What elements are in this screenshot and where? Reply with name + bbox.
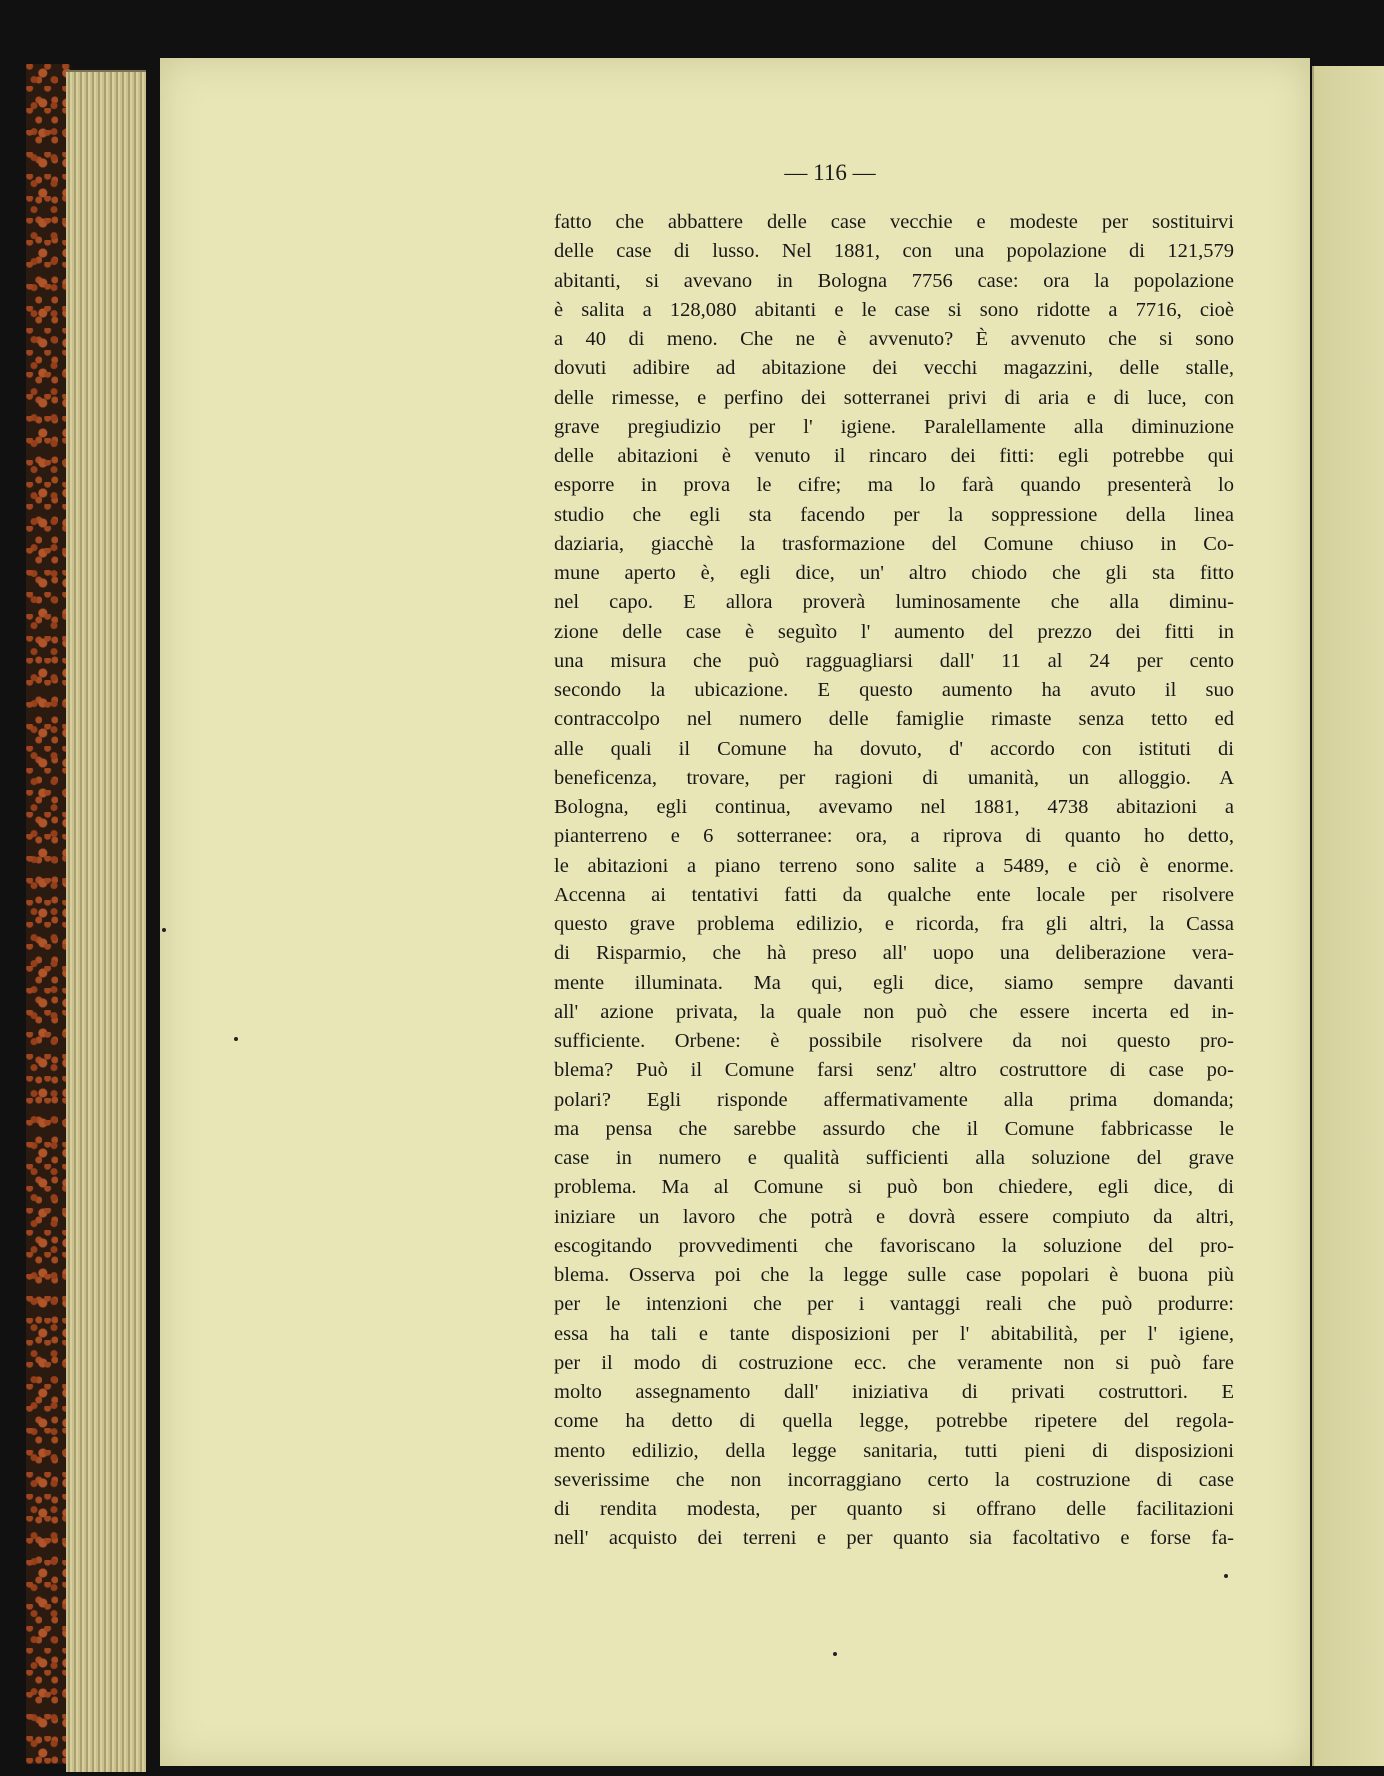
ink-speck: [1224, 1574, 1228, 1578]
text-line: Accenna ai tentativi fatti da qualche ente locale per risolvere: [554, 883, 1234, 906]
text-line: studio che egli sta facendo per la soppressione della linea: [554, 503, 1234, 526]
text-line: contraccolpo nel numero delle famiglie rimaste senza tetto ed: [554, 708, 1234, 731]
ink-speck: [162, 928, 166, 932]
text-line: nell' acquisto dei terreni e per quanto sia facoltativo e forse fa-: [554, 1527, 1234, 1550]
ink-speck: [833, 1652, 837, 1656]
text-line: severissime che non incorraggiano certo la costruzione di case: [554, 1468, 1234, 1491]
text-line: escogitando provvedimenti che favoriscano la soluzione del pro-: [554, 1234, 1234, 1257]
text-line: polari? Egli risponde affermativamente alla prima domanda;: [554, 1088, 1234, 1111]
text-line: molto assegnamento dall' iniziativa di privati costruttori. E: [554, 1381, 1234, 1403]
text-line: sufficiente. Orbene: è possibile risolvere da noi questo pro-: [554, 1030, 1234, 1052]
text-line: come ha detto di quella legge, potrebbe ripetere del regola-: [554, 1410, 1234, 1433]
text-line: all' azione privata, la quale non può che essere incerta ed in-: [554, 1000, 1234, 1023]
text-line: fatto che abbattere delle case vecchie e modeste per sostituirvi: [554, 211, 1234, 233]
page-edges-stack: [66, 70, 146, 1772]
text-line: daziaria, giacchè la trasformazione del Comune chiuso in Co-: [554, 532, 1234, 555]
text-line: alle quali il Comune ha dovuto, d' accordo con istituti di: [554, 737, 1234, 760]
text-line: delle abitazioni è venuto il rincaro dei fitti: egli potrebbe qui: [554, 445, 1234, 467]
text-line: essa ha tali e tante disposizioni per l' abitabilità, per l' igiene,: [554, 1322, 1234, 1345]
text-line: per le intenzioni che per i vantaggi reali che può produrre:: [554, 1293, 1234, 1316]
text-line: mente illuminata. Ma qui, egli dice, siamo sempre davanti: [554, 971, 1234, 994]
text-line: di Risparmio, che hà preso all' uopo una deliberazione vera-: [554, 942, 1234, 965]
text-line: è salita a 128,080 abitanti e le case si sono ridotte a 7716, cioè: [554, 298, 1234, 321]
text-line: una misura che può ragguagliarsi dall' 11 al 24 per cento: [554, 649, 1234, 672]
text-line: mento edilizio, della legge sanitaria, tutti pieni di disposizioni: [554, 1439, 1234, 1462]
text-line: zione delle case è seguìto l' aumento del prezzo dei fitti in: [554, 620, 1234, 643]
text-line: blema? Può il Comune farsi senz' altro costruttore di case po-: [554, 1059, 1234, 1082]
body-text: [554, 208, 1234, 1554]
text-line: beneficenza, trovare, per ragioni di umanità, un alloggio. A: [554, 766, 1234, 789]
text-line: questo grave problema edilizio, e ricorda, fra gli altri, la Cassa: [554, 913, 1234, 935]
text-line: pianterreno e 6 sotterranee: ora, a riprova di quanto ho detto,: [554, 825, 1234, 848]
text-line: problema. Ma al Comune si può bon chiedere, egli dice, di: [554, 1176, 1234, 1199]
text-line: blema. Osserva poi che la legge sulle case popolari è buona più: [554, 1264, 1234, 1286]
bleed-through-text: [398, 210, 548, 1530]
text-line: iniziare un lavoro che potrà e dovrà essere compiuto da altri,: [554, 1205, 1234, 1228]
text-line: secondo la ubicazione. E questo aumento ha avuto il suo: [554, 679, 1234, 701]
text-line: grave pregiudizio per l' igiene. Paralellamente alla diminuzione: [554, 415, 1234, 438]
text-line: ma pensa che sarebbe assurdo che il Comune fabbricasse le: [554, 1117, 1234, 1140]
text-line: a 40 di meno. Che ne è avvenuto? È avvenuto che si sono: [554, 328, 1234, 350]
text-line: nel capo. E allora proverà luminosamente che alla diminu-: [554, 591, 1234, 614]
ink-speck: [234, 1037, 238, 1041]
text-line: mune aperto è, egli dice, un' altro chiodo che gli sta fitto: [554, 562, 1234, 584]
text-line: delle case di lusso. Nel 1881, con una popolazione di 121,579: [554, 240, 1234, 263]
text-line: le abitazioni a piano terreno sono salite a 5489, e ciò è enorme.: [554, 854, 1234, 877]
text-line: delle rimesse, e perfino dei sotterranei privi di aria e di luce, con: [554, 386, 1234, 409]
text-line: di rendita modesta, per quanto si offrano delle facilitazioni: [554, 1498, 1234, 1520]
text-line: per il modo di costruzione ecc. che veramente non si può fare: [554, 1351, 1234, 1374]
text-line: dovuti adibire ad abitazione dei vecchi magazzini, delle stalle,: [554, 357, 1234, 380]
text-line: esporre in prova le cifre; ma lo farà quando presenterà lo: [554, 474, 1234, 497]
text-line: Bologna, egli continua, avevamo nel 1881, 4738 abitazioni a: [554, 796, 1234, 818]
text-line: case in numero e qualità sufficienti alla soluzione del grave: [554, 1147, 1234, 1169]
page-number: — 116 —: [784, 160, 876, 185]
facing-page-edge: [1312, 66, 1384, 1766]
text-line: abitanti, si avevano in Bologna 7756 case: ora la popolazione: [554, 269, 1234, 292]
